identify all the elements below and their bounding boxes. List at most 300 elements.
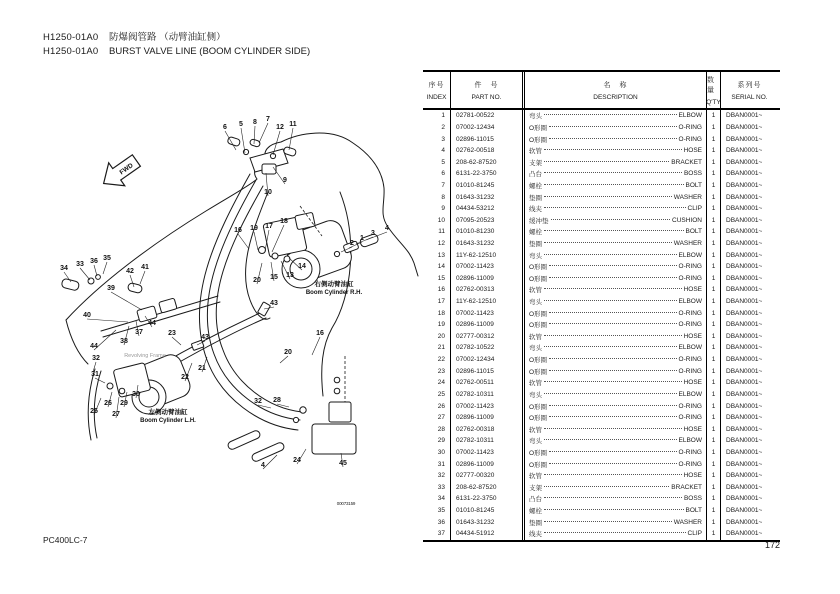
table-row	[423, 273, 780, 285]
cell-serial: DBAN0001~	[726, 402, 763, 410]
callout-number: 14	[298, 263, 306, 270]
title-line-cn	[43, 31, 310, 45]
cell-description: O形圈 O-RING	[525, 458, 707, 470]
cell-description: 弯头 ELBOW	[525, 435, 707, 447]
cell-qty: 1	[707, 447, 721, 459]
table-row	[423, 342, 780, 354]
table-row	[423, 156, 780, 168]
callout-number: 36	[90, 258, 98, 265]
cell-serial: DBAN0001~	[726, 205, 763, 213]
cell-qty: 1	[707, 168, 721, 180]
cell-index: 14	[423, 261, 451, 273]
cell-description: 软管 HOSE	[525, 331, 707, 343]
cell-description: 弯头 ELBOW	[525, 249, 707, 261]
callout-number: 15	[270, 274, 278, 281]
table-row	[423, 133, 780, 145]
cell-part-no: 01643-31232	[451, 238, 525, 250]
table-row	[423, 482, 780, 494]
callout-leader-line	[289, 128, 293, 150]
cell-index: 20	[423, 331, 451, 343]
cell-qty: 1	[707, 458, 721, 470]
fwd-arrow-icon	[96, 149, 145, 195]
cell-serial: DBAN0001~	[726, 263, 763, 271]
cell-serial: DBAN0001~	[726, 274, 763, 282]
table-row	[423, 528, 780, 540]
cell-index: 9	[423, 203, 451, 215]
header-serial-no: 系列号 SERIAL NO.	[731, 81, 768, 101]
cell-index: 18	[423, 307, 451, 319]
table-row	[423, 331, 780, 343]
cell-qty: 1	[707, 389, 721, 401]
cell-index: 31	[423, 458, 451, 470]
cell-index: 25	[423, 389, 451, 401]
callout-number: 24	[293, 457, 301, 464]
cell-index: 36	[423, 516, 451, 528]
callout-number: 13	[286, 272, 294, 279]
callout-number: 37	[135, 329, 143, 336]
callout-number: 17	[265, 223, 273, 230]
lh-cylinder-label-en: Boom Cylinder L.H.	[140, 418, 196, 424]
callout-number: 4	[261, 462, 265, 469]
cell-index: 3	[423, 133, 451, 145]
cell-qty: 1	[707, 249, 721, 261]
cell-serial: DBAN0001~	[726, 298, 763, 306]
callout-number: 41	[141, 264, 149, 271]
model-code: PC400LC-7	[43, 535, 88, 545]
revolving-frame-label: Revolving Frame	[124, 353, 166, 359]
callout-leader-line	[103, 262, 107, 274]
rh-cylinder-label-en: Boom Cylinder R.H.	[305, 290, 363, 296]
callout-number: 2	[350, 240, 354, 247]
page-title	[43, 31, 310, 59]
cell-qty: 1	[707, 273, 721, 285]
cell-index: 29	[423, 435, 451, 447]
parts-table	[423, 70, 780, 542]
callout-number: 28	[273, 397, 281, 404]
title-text-en: BURST VALVE LINE (BOOM CYLINDER SIDE)	[109, 46, 311, 57]
callout-number: 42	[126, 268, 134, 275]
cell-serial: DBAN0001~	[726, 437, 763, 445]
callout-number: 20	[284, 349, 292, 356]
cell-index: 15	[423, 273, 451, 285]
cell-part-no: 01643-31232	[451, 191, 525, 203]
callout-leader-line	[238, 234, 249, 249]
cell-index: 28	[423, 423, 451, 435]
table-row	[423, 145, 780, 157]
callout-leader-line	[80, 268, 90, 280]
cell-qty: 1	[707, 354, 721, 366]
table-row	[423, 191, 780, 203]
cell-description: 软管 HOSE	[525, 145, 707, 157]
cell-description: 弯头 ELBOW	[525, 342, 707, 354]
cell-serial: DBAN0001~	[726, 495, 763, 503]
cell-index: 23	[423, 365, 451, 377]
cell-description: 软管 HOSE	[525, 284, 707, 296]
cell-serial: DBAN0001~	[726, 135, 763, 143]
cell-part-no: 02777-00320	[451, 470, 525, 482]
cell-description: O形圈 O-RING	[525, 365, 707, 377]
cell-part-no: 11Y-62-12510	[451, 296, 525, 308]
header-index: 序号 INDEX	[423, 72, 451, 108]
cell-qty: 1	[707, 482, 721, 494]
cell-serial: DBAN0001~	[726, 193, 763, 201]
cell-qty: 1	[707, 226, 721, 238]
cell-index: 1	[423, 110, 451, 122]
cell-index: 16	[423, 284, 451, 296]
callout-number: 35	[103, 255, 111, 262]
callout-number: 25	[90, 408, 98, 415]
table-row	[423, 214, 780, 226]
cell-serial: DBAN0001~	[726, 448, 763, 456]
cell-serial: DBAN0001~	[726, 367, 763, 375]
table-row	[423, 447, 780, 459]
cell-part-no: 07095-20523	[451, 214, 525, 226]
cell-part-no: 07002-11423	[451, 261, 525, 273]
cell-serial: DBAN0001~	[726, 379, 763, 387]
callout-number: 43	[201, 334, 209, 341]
cell-index: 27	[423, 412, 451, 424]
callout-number: 7	[266, 116, 270, 123]
cell-serial: DBAN0001~	[726, 518, 763, 526]
table-row	[423, 400, 780, 412]
table-row	[423, 423, 780, 435]
cell-qty: 1	[707, 238, 721, 250]
table-row	[423, 110, 780, 122]
cell-qty: 1	[707, 110, 721, 122]
callout-number: 10	[264, 189, 272, 196]
callout-number: 43	[270, 300, 278, 307]
cell-qty: 1	[707, 191, 721, 203]
cell-serial: DBAN0001~	[726, 309, 763, 317]
cell-part-no: 02762-00318	[451, 423, 525, 435]
cell-serial: DBAN0001~	[726, 112, 763, 120]
cell-qty: 1	[707, 365, 721, 377]
table-row	[423, 122, 780, 134]
cell-index: 13	[423, 249, 451, 261]
callout-number: 8	[253, 119, 257, 126]
callout-number: 3	[371, 230, 375, 237]
cell-part-no: 208-62-87520	[451, 156, 525, 168]
table-row	[423, 238, 780, 250]
table-row	[423, 365, 780, 377]
callout-number: 1	[360, 235, 364, 242]
cell-serial: DBAN0001~	[726, 530, 763, 538]
cell-serial: DBAN0001~	[726, 472, 763, 480]
cell-qty: 1	[707, 516, 721, 528]
table-row	[423, 261, 780, 273]
table-row	[423, 226, 780, 238]
callout-number: 20	[253, 277, 261, 284]
callout-leader-line	[280, 356, 288, 363]
callout-leader-line	[95, 378, 105, 383]
cell-part-no: 02777-00312	[451, 331, 525, 343]
callout-number: 30	[132, 391, 140, 398]
cell-description: 凸台 BOSS	[525, 168, 707, 180]
rh-cylinder-label-cn: 右侧动臂油缸	[314, 281, 354, 288]
cell-index: 4	[423, 145, 451, 157]
callout-number: 27	[112, 411, 120, 418]
callout-number: 18	[280, 218, 288, 225]
cell-qty: 1	[707, 377, 721, 389]
cell-serial: DBAN0001~	[726, 228, 763, 236]
cell-qty: 1	[707, 400, 721, 412]
cell-serial: DBAN0001~	[726, 460, 763, 468]
cell-part-no: 02896-11009	[451, 458, 525, 470]
cell-description: 线夹 CLIP	[525, 528, 707, 540]
callout-leader-line	[259, 123, 268, 143]
table-row	[423, 296, 780, 308]
cell-index: 17	[423, 296, 451, 308]
callout-number: 33	[76, 261, 84, 268]
cell-qty: 1	[707, 156, 721, 168]
cell-qty: 1	[707, 145, 721, 157]
cell-description: 弯头 ELBOW	[525, 110, 707, 122]
cell-qty: 1	[707, 528, 721, 540]
table-row	[423, 249, 780, 261]
cell-index: 32	[423, 470, 451, 482]
cell-index: 33	[423, 482, 451, 494]
header-description: 名 称 DESCRIPTION	[525, 72, 707, 108]
table-row	[423, 168, 780, 180]
diagram-svg	[28, 92, 425, 530]
cell-qty: 1	[707, 470, 721, 482]
table-row	[423, 354, 780, 366]
cell-description: 弯头 ELBOW	[525, 296, 707, 308]
cell-index: 7	[423, 180, 451, 192]
callout-number: 40	[83, 312, 91, 319]
cell-part-no: 01010-81245	[451, 180, 525, 192]
cell-qty: 1	[707, 214, 721, 226]
table-row	[423, 319, 780, 331]
cell-serial: DBAN0001~	[726, 170, 763, 178]
callout-number: 26	[104, 400, 112, 407]
cell-index: 34	[423, 493, 451, 505]
cell-description: O形圈 O-RING	[525, 122, 707, 134]
callout-number: 34	[60, 265, 68, 272]
table-row	[423, 389, 780, 401]
table-row	[423, 180, 780, 192]
callout-number: 32	[92, 355, 100, 362]
cell-part-no: 02782-10311	[451, 435, 525, 447]
cell-description: 软管 HOSE	[525, 423, 707, 435]
cell-serial: DBAN0001~	[726, 158, 763, 166]
cell-index: 37	[423, 528, 451, 540]
callout-number: 44	[148, 320, 156, 327]
cell-description: O形圈 O-RING	[525, 133, 707, 145]
title-text-cn: 防爆阀管路 （动臂油缸侧）	[109, 32, 226, 43]
table-row	[423, 516, 780, 528]
cell-qty: 1	[707, 284, 721, 296]
cell-part-no: 6131-22-3750	[451, 493, 525, 505]
cell-part-no: 01010-81230	[451, 226, 525, 238]
callout-leader-line	[111, 292, 142, 310]
callout-number: 29	[120, 400, 128, 407]
cell-description: 垫圈 WASHER	[525, 516, 707, 528]
callout-number: 11	[289, 121, 297, 128]
cell-qty: 1	[707, 261, 721, 273]
cell-description: O形圈 O-RING	[525, 273, 707, 285]
cell-serial: DBAN0001~	[726, 414, 763, 422]
callout-number: 5	[239, 121, 243, 128]
cell-serial: DBAN0001~	[726, 240, 763, 247]
cell-description: 螺栓 BOLT	[525, 226, 707, 238]
table-row	[423, 458, 780, 470]
cell-part-no: 02782-10311	[451, 389, 525, 401]
callout-leader-line	[172, 337, 181, 345]
cell-description: 螺栓 BOLT	[525, 180, 707, 192]
cell-qty: 1	[707, 423, 721, 435]
cell-part-no: 02762-00511	[451, 377, 525, 389]
table-row	[423, 203, 780, 215]
cell-serial: DBAN0001~	[726, 483, 763, 491]
cell-qty: 1	[707, 122, 721, 134]
cell-description: O形圈 O-RING	[525, 412, 707, 424]
cell-serial: DBAN0001~	[726, 321, 763, 329]
callout-number: 4	[385, 225, 389, 232]
cell-part-no: 07002-12434	[451, 122, 525, 134]
cell-index: 26	[423, 400, 451, 412]
cell-description: 支架 BRACKET	[525, 482, 707, 494]
cell-serial: DBAN0001~	[726, 216, 763, 224]
cell-part-no: 208-62-87520	[451, 482, 525, 494]
cell-part-no: 07002-11423	[451, 307, 525, 319]
cell-serial: DBAN0001~	[726, 332, 763, 340]
cell-description: O形圈 O-RING	[525, 319, 707, 331]
cell-part-no: 07002-11423	[451, 447, 525, 459]
table-row	[423, 505, 780, 517]
header-qty: 数量 Q'TY	[707, 72, 721, 108]
fwd-arrow-label: FWD	[118, 162, 135, 177]
cell-description: O形圈 O-RING	[525, 307, 707, 319]
table-row	[423, 493, 780, 505]
callout-number: 19	[250, 225, 258, 232]
cell-serial: DBAN0001~	[726, 390, 763, 398]
cell-serial: DBAN0001~	[726, 356, 763, 364]
exploded-view-diagram	[28, 92, 425, 535]
cell-part-no: 02782-10522	[451, 342, 525, 354]
cell-qty: 1	[707, 493, 721, 505]
callout-number: 22	[181, 374, 189, 381]
callout-leader-line	[241, 128, 245, 153]
callout-number: 31	[91, 371, 99, 378]
callout-number: 32	[254, 398, 262, 405]
title-code-cn: H1250-01A0	[43, 32, 99, 43]
cell-index: 21	[423, 342, 451, 354]
callout-number: 12	[276, 124, 284, 131]
lh-cylinder-label-cn: 左侧动臂油缸	[148, 409, 188, 416]
cell-qty: 1	[707, 435, 721, 447]
cell-qty: 1	[707, 505, 721, 517]
cell-description: 垫圈 WASHER	[525, 238, 707, 250]
callout-number: 44	[90, 343, 98, 350]
cell-description: 线夹 CLIP	[525, 203, 707, 215]
callout-number: 16	[234, 227, 242, 234]
cell-description: O形圈 O-RING	[525, 354, 707, 366]
table-row	[423, 435, 780, 447]
cell-part-no: 02762-00518	[451, 145, 525, 157]
cell-part-no: 07002-12434	[451, 354, 525, 366]
cell-part-no: 02762-00313	[451, 284, 525, 296]
cell-part-no: 6131-22-3750	[451, 168, 525, 180]
table-row	[423, 307, 780, 319]
cell-index: 19	[423, 319, 451, 331]
cell-qty: 1	[707, 412, 721, 424]
cell-serial: DBAN0001~	[726, 425, 763, 433]
cell-description: O形圈 O-RING	[525, 261, 707, 273]
cell-part-no: 04434-53212	[451, 203, 525, 215]
header-part-no: 件 号 PART NO.	[451, 72, 525, 108]
table-body	[423, 110, 780, 540]
table-row	[423, 470, 780, 482]
cell-qty: 1	[707, 342, 721, 354]
cell-index: 22	[423, 354, 451, 366]
cell-part-no: 02896-11009	[451, 273, 525, 285]
cell-part-no: 01010-81245	[451, 505, 525, 517]
cell-part-no: 11Y-62-12510	[451, 249, 525, 261]
callout-number: 45	[339, 460, 347, 467]
cell-index: 11	[423, 226, 451, 238]
callout-number: 21	[198, 365, 206, 372]
cell-qty: 1	[707, 203, 721, 215]
cell-part-no: 04434-51912	[451, 528, 525, 540]
cell-description: 螺栓 BOLT	[525, 505, 707, 517]
cell-qty: 1	[707, 319, 721, 331]
callout-number: 6	[223, 124, 227, 131]
cell-index: 35	[423, 505, 451, 517]
cell-index: 24	[423, 377, 451, 389]
cell-part-no: 02896-11009	[451, 412, 525, 424]
cell-description: 软管 HOSE	[525, 470, 707, 482]
callout-number: 23	[168, 330, 176, 337]
cell-serial: DBAN0001~	[726, 123, 763, 131]
cell-serial: DBAN0001~	[726, 286, 763, 294]
part-glyphs	[61, 136, 379, 462]
callout-number: 39	[107, 285, 115, 292]
callout-number: 16	[316, 330, 324, 337]
cell-description: 弯头 ELBOW	[525, 389, 707, 401]
title-code-en: H1250-01A0	[43, 46, 99, 57]
table-row	[423, 284, 780, 296]
drawing-number: 00073159	[336, 501, 356, 506]
callout-leader-line	[140, 271, 145, 284]
cell-description: 缓冲垫 CUSHION	[525, 214, 707, 226]
cell-serial: DBAN0001~	[726, 507, 763, 515]
callout-leader-line	[87, 319, 128, 322]
cell-qty: 1	[707, 180, 721, 192]
cell-index: 12	[423, 238, 451, 250]
cell-part-no: 02896-11009	[451, 319, 525, 331]
cell-description: 支架 BRACKET	[525, 156, 707, 168]
cell-part-no: 02896-11015	[451, 133, 525, 145]
table-row	[423, 377, 780, 389]
cell-index: 10	[423, 214, 451, 226]
callout-leader-line	[312, 337, 320, 355]
callout-leader-line	[254, 232, 258, 250]
cell-description: O形圈 O-RING	[525, 447, 707, 459]
cell-index: 6	[423, 168, 451, 180]
cell-index: 5	[423, 156, 451, 168]
cell-qty: 1	[707, 133, 721, 145]
callout-number: 9	[283, 177, 287, 184]
cell-index: 2	[423, 122, 451, 134]
cell-qty: 1	[707, 331, 721, 343]
cell-qty: 1	[707, 296, 721, 308]
cell-serial: DBAN0001~	[726, 147, 763, 155]
cell-serial: DBAN0001~	[726, 344, 763, 352]
cell-part-no: 01643-31232	[451, 516, 525, 528]
table-row	[423, 412, 780, 424]
title-line-en	[43, 45, 310, 59]
